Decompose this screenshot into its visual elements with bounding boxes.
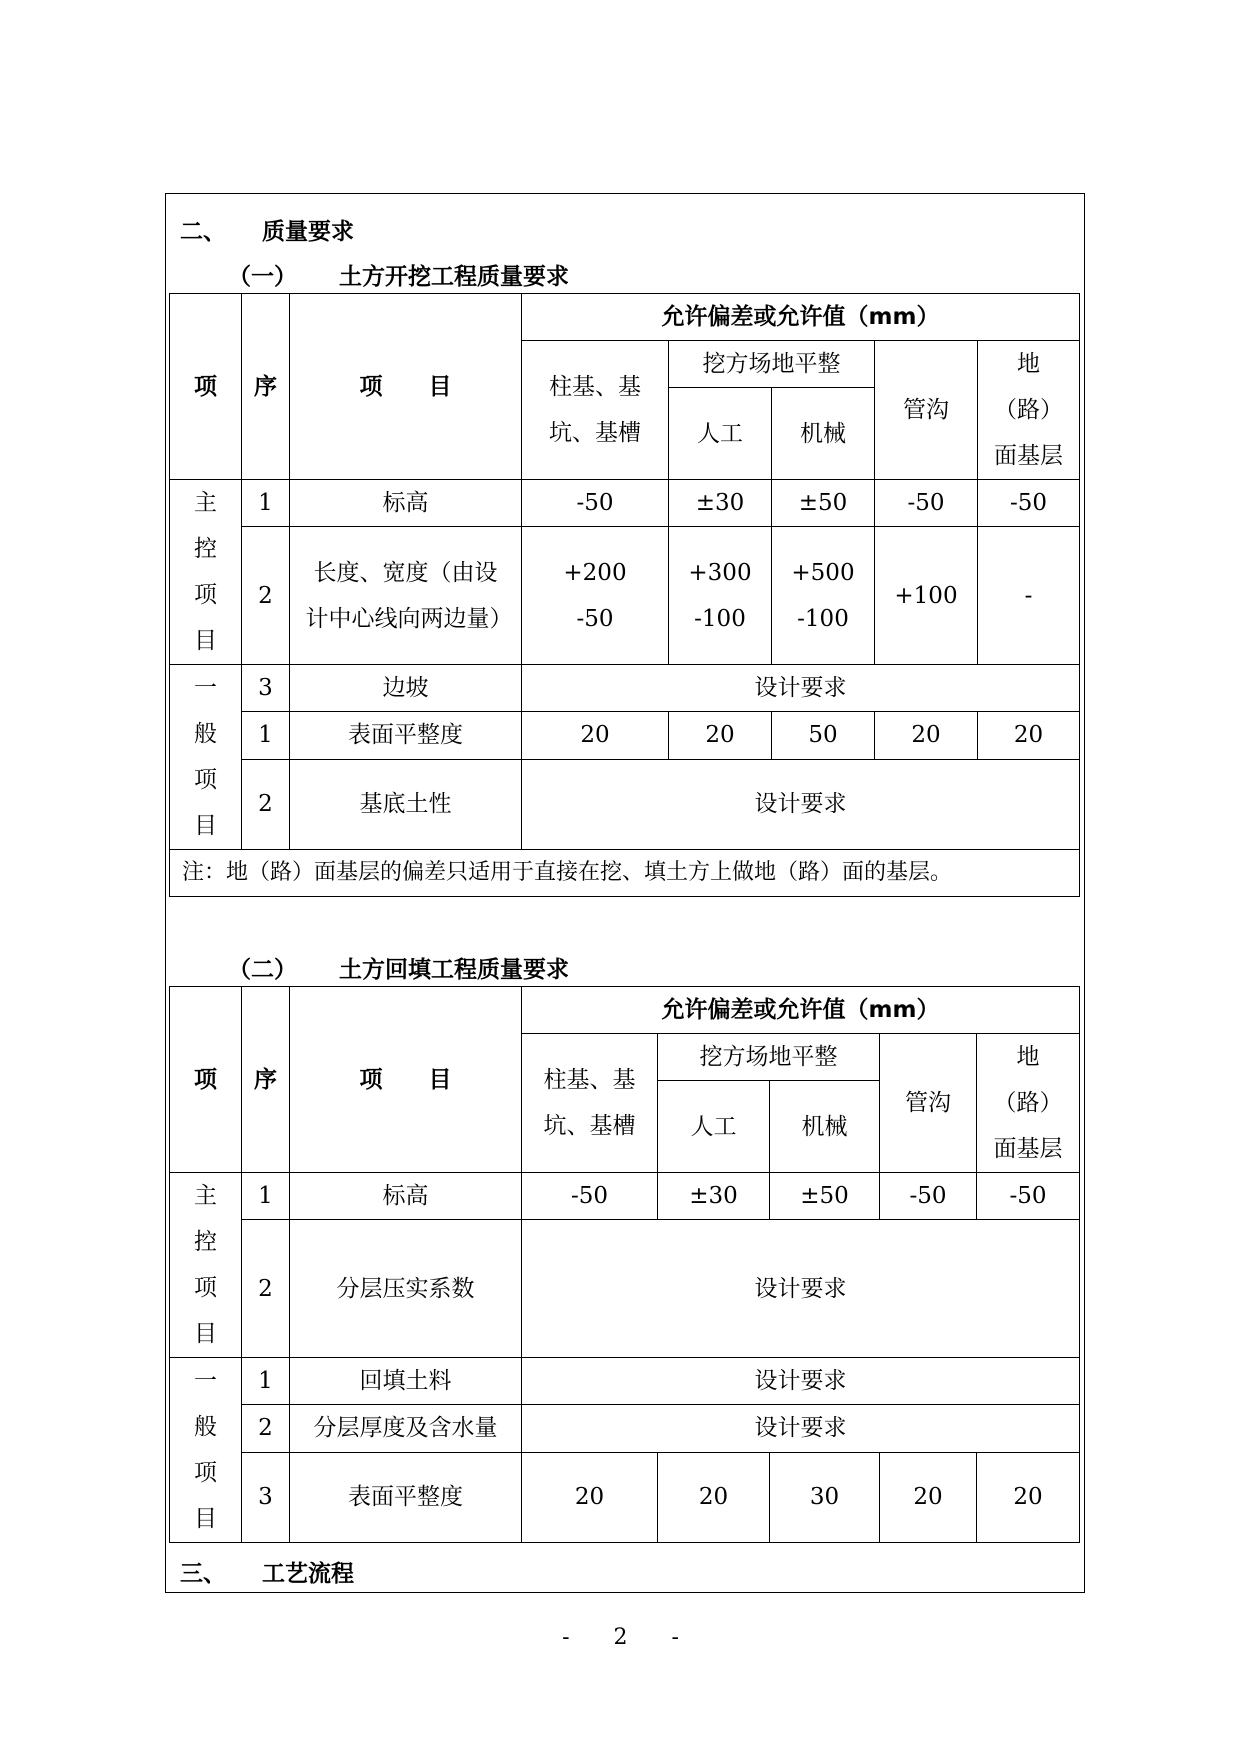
- cell-design-requirement: 设计要求: [522, 1405, 1080, 1452]
- group-main-1: [170, 480, 242, 665]
- backfill-quality-table: [169, 986, 1080, 1543]
- cell-pit: -50: [522, 1173, 658, 1220]
- subsection-1-title: 土方开挖工程质量要求: [339, 264, 569, 290]
- subsection-1-number: （一）: [228, 264, 297, 290]
- header-pit: [522, 341, 669, 480]
- table-row-name: 标高: [290, 480, 522, 527]
- group-general-1-text: 一般项目: [194, 675, 217, 839]
- cell-manual: ±30: [658, 1173, 770, 1220]
- section-3-number: 三、: [180, 1561, 226, 1587]
- cell-machine: ±50: [772, 480, 875, 527]
- table-row-seq: 2: [242, 1405, 290, 1452]
- cell-machine: ±50: [770, 1173, 880, 1220]
- cell-manual: ±30: [669, 480, 772, 527]
- header-ground-text: 地（路）面基层: [994, 351, 1064, 469]
- subsection-2-number: （二）: [228, 957, 297, 983]
- group-main-1-text: 主控项目: [194, 490, 217, 654]
- table-row-seq: 1: [242, 1173, 290, 1220]
- header-project: 项 目: [290, 987, 522, 1173]
- header-manual: 人工: [669, 388, 772, 480]
- table-row-name: 分层厚度及含水量: [290, 1405, 522, 1452]
- table-row-name: 分层压实系数: [290, 1220, 522, 1358]
- cell-ground: -: [978, 527, 1080, 665]
- cell-pit: 20: [522, 1452, 658, 1543]
- header-seq: 序: [242, 987, 290, 1173]
- group-main-2-text: 主控项目: [194, 1183, 217, 1347]
- page-number-value: 2: [613, 1625, 628, 1650]
- table-row-seq: 2: [242, 527, 290, 665]
- header-machine: 机械: [770, 1081, 880, 1173]
- table-note: 注：地（路）面基层的偏差只适用于直接在挖、填土方上做地（路）面的基层。: [170, 850, 1080, 897]
- section-2-heading: [180, 221, 354, 244]
- header-ground: [978, 341, 1080, 480]
- cell-design-requirement: 设计要求: [522, 759, 1080, 850]
- header-item: 项: [170, 987, 242, 1173]
- group-general-1: [170, 665, 242, 850]
- table-row-seq: 3: [242, 665, 290, 712]
- table-row-name: 标高: [290, 1173, 522, 1220]
- cell-machine: 50: [772, 712, 875, 759]
- header-pit: [522, 1034, 658, 1173]
- table-row-seq: 2: [242, 1220, 290, 1358]
- header-pit-text: 柱基、基坑、基槽: [543, 1067, 636, 1139]
- header-ground: [977, 1034, 1080, 1173]
- header-tolerance: 允许偏差或允许值（mm）: [522, 294, 1080, 341]
- cell-machine: [772, 527, 875, 665]
- cell-design-requirement: 设计要求: [522, 1220, 1080, 1358]
- table-row-seq: 1: [242, 712, 290, 759]
- table-row-seq: 2: [242, 759, 290, 850]
- cell-manual: 20: [669, 712, 772, 759]
- cell-pit-text: +200 -50: [563, 559, 627, 632]
- cell-trench: -50: [875, 480, 978, 527]
- header-pit-text: 柱基、基坑、基槽: [549, 374, 641, 446]
- group-general-2: [170, 1358, 242, 1543]
- table-row-seq: 3: [242, 1452, 290, 1543]
- subsection-2-title: 土方回填工程质量要求: [339, 957, 569, 983]
- cell-ground: -50: [977, 1173, 1080, 1220]
- subsection-1-heading: [228, 266, 569, 289]
- table-row-name: 表面平整度: [290, 712, 522, 759]
- header-tolerance: 允许偏差或允许值（mm）: [522, 987, 1080, 1034]
- cell-manual-text: +300 -100: [688, 559, 752, 632]
- table-row-seq: 1: [242, 1358, 290, 1405]
- section-2-number: 二、: [180, 219, 226, 245]
- header-trench: 管沟: [880, 1034, 977, 1173]
- header-machine: 机械: [772, 388, 875, 480]
- table-row-name-text: 长度、宽度（由设计中心线向两边量）: [305, 559, 513, 632]
- page-number: [0, 1625, 1241, 1650]
- page-dash-right: -: [671, 1625, 679, 1650]
- cell-machine-text: +500 -100: [791, 559, 855, 632]
- cell-pit: -50: [522, 480, 669, 527]
- table-row-name: [290, 527, 522, 665]
- table-row-seq: 1: [242, 480, 290, 527]
- header-seq: 序: [242, 294, 290, 480]
- cell-design-requirement: 设计要求: [522, 665, 1080, 712]
- cell-machine: 30: [770, 1452, 880, 1543]
- cell-manual: 20: [658, 1452, 770, 1543]
- cell-ground: -50: [978, 480, 1080, 527]
- section-3-heading: [180, 1563, 354, 1586]
- cell-trench: +100: [875, 527, 978, 665]
- table-row-name: 表面平整度: [290, 1452, 522, 1543]
- header-site: 挖方场地平整: [658, 1034, 880, 1081]
- header-project: 项 目: [290, 294, 522, 480]
- header-ground-text: 地（路）面基层: [993, 1044, 1063, 1162]
- cell-trench: 20: [880, 1452, 977, 1543]
- cell-design-requirement: 设计要求: [522, 1358, 1080, 1405]
- header-trench: 管沟: [875, 341, 978, 480]
- cell-ground: 20: [978, 712, 1080, 759]
- table-row-name: 边坡: [290, 665, 522, 712]
- cell-ground: 20: [977, 1452, 1080, 1543]
- cell-trench: 20: [875, 712, 978, 759]
- cell-trench: -50: [880, 1173, 977, 1220]
- group-main-2: [170, 1173, 242, 1358]
- cell-pit: 20: [522, 712, 669, 759]
- table-row-name: 基底土性: [290, 759, 522, 850]
- section-3-title: 工艺流程: [262, 1561, 354, 1587]
- cell-pit: [522, 527, 669, 665]
- header-manual: 人工: [658, 1081, 770, 1173]
- header-site: 挖方场地平整: [669, 341, 875, 388]
- cell-manual: [669, 527, 772, 665]
- group-general-2-text: 一般项目: [194, 1368, 217, 1532]
- table-row-name: 回填土料: [290, 1358, 522, 1405]
- excavation-quality-table: [169, 293, 1080, 897]
- subsection-2-heading: [228, 959, 569, 982]
- page-dash-left: -: [562, 1625, 570, 1650]
- section-2-title: 质量要求: [262, 219, 354, 245]
- header-item: 项: [170, 294, 242, 480]
